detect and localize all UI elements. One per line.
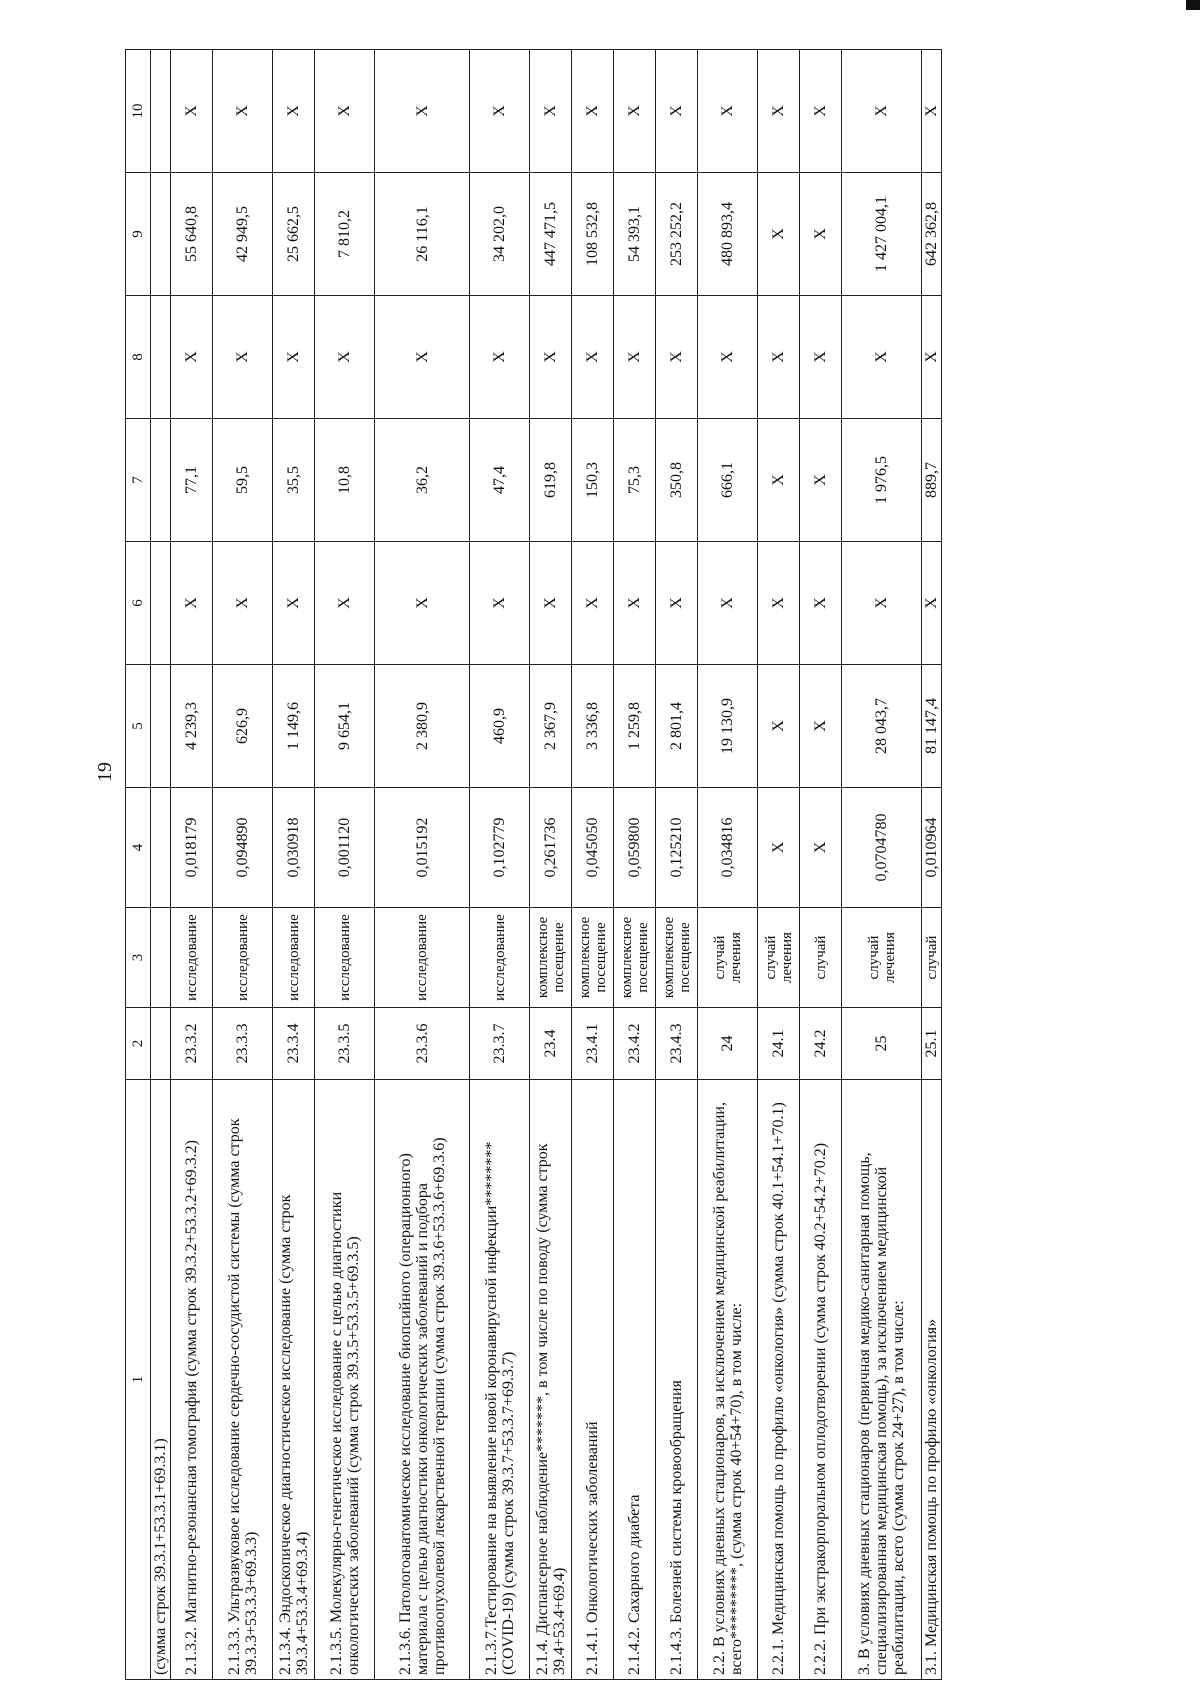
per-capita-budget-cell: Х xyxy=(922,296,942,419)
table-row xyxy=(614,50,656,1680)
indicator-name-cell: 2.1.3.4. Эндоскопическое диагностическое исследование (сумма строк 39.3.4+53.3.4+69.3.4) xyxy=(273,1080,315,1680)
indicator-name-cell: (сумма строк 39.3.1+53.3.1+69.3.1) xyxy=(151,1080,171,1680)
indicator-name-cell: 3.1. Медицинская помощь по профилю «онкология» xyxy=(922,1080,942,1680)
cost-norm-cell: 1 149,6 xyxy=(273,665,315,788)
indicator-name-cell: 2.1.3.3. Ультразвуковое исследование сердечно-сосудистой системы (сумма строк 39.3.3+53.3.3+69.3.3) xyxy=(213,1080,273,1680)
line-code-cell: 23.3.2 xyxy=(171,1008,213,1080)
table-row xyxy=(656,50,698,1680)
cost-norm-budget-cell: Х xyxy=(758,542,800,665)
cost-norm-cell: 81 147,4 xyxy=(922,665,942,788)
table-row xyxy=(151,50,171,1680)
per-capita-budget-cell: Х xyxy=(470,296,530,419)
per-capita-cell: 77,1 xyxy=(171,419,213,542)
cost-total-cell: 480 893,4 xyxy=(698,173,758,296)
indicator-name-cell: 2.1.3.5. Молекулярно-генетическое исследование с целью диагностики онкологических заболеваний (сумма строк 39.3.5+53.3.5+69.3.5) xyxy=(315,1080,375,1680)
per-capita-budget-cell: Х xyxy=(213,296,273,419)
cost-total-cell: 55 640,8 xyxy=(171,173,213,296)
per-capita-budget-cell: Х xyxy=(656,296,698,419)
unit-cell: случай xyxy=(800,908,842,1008)
cost-norm-cell: 2 367,9 xyxy=(530,665,572,788)
unit-cell: исследование xyxy=(315,908,375,1008)
per-capita-cell: 666,1 xyxy=(698,419,758,542)
indicator-name-cell: 2.1.4.1. Онкологических заболеваний xyxy=(572,1080,614,1680)
line-code-cell: 25 xyxy=(842,1008,922,1080)
unit-cell: исследование xyxy=(375,908,470,1008)
rotated-table-container xyxy=(125,50,1060,1680)
volume-norm-cell: 0,0704780 xyxy=(842,788,922,908)
cost-norm-budget-cell: Х xyxy=(842,542,922,665)
line-code-cell: 23.3.3 xyxy=(213,1008,273,1080)
column-number: 7 xyxy=(126,419,151,542)
unit-cell: исследование xyxy=(213,908,273,1008)
cost-norm-cell: 3 336,8 xyxy=(572,665,614,788)
cost-total-budget-cell: Х xyxy=(375,50,470,173)
per-capita-cell: 59,5 xyxy=(213,419,273,542)
table-row xyxy=(213,50,273,1680)
per-capita-cell: 619,8 xyxy=(530,419,572,542)
column-number: 2 xyxy=(126,1008,151,1080)
unit-cell: комплексное посещение xyxy=(614,908,656,1008)
cost-total-cell: Х xyxy=(758,173,800,296)
cost-total-cell: 25 662,5 xyxy=(273,173,315,296)
unit-cell: исследование xyxy=(171,908,213,1008)
cost-total-budget-cell: Х xyxy=(758,50,800,173)
cost-norm-cell xyxy=(151,665,171,788)
cost-norm-cell: 460,9 xyxy=(470,665,530,788)
cost-norm-cell: 19 130,9 xyxy=(698,665,758,788)
indicator-name-cell: 2.2.1. Медицинская помощь по профилю «онкология» (сумма строк 40.1+54.1+70.1) xyxy=(758,1080,800,1680)
column-number: 4 xyxy=(126,788,151,908)
unit-cell: случай лечения xyxy=(842,908,922,1008)
cost-total-budget-cell: Х xyxy=(273,50,315,173)
cost-norm-budget-cell: Х xyxy=(470,542,530,665)
cost-norm-cell: 2 380,9 xyxy=(375,665,470,788)
cost-total-budget-cell: Х xyxy=(572,50,614,173)
per-capita-cell: 889,7 xyxy=(922,419,942,542)
cost-norm-budget-cell: Х xyxy=(213,542,273,665)
unit-cell: комплексное посещение xyxy=(656,908,698,1008)
cost-norm-cell: 28 043,7 xyxy=(842,665,922,788)
column-number-row xyxy=(126,50,151,1680)
per-capita-budget-cell: Х xyxy=(375,296,470,419)
line-code-cell: 23.4.2 xyxy=(614,1008,656,1080)
table-row xyxy=(273,50,315,1680)
cost-total-cell: 1 427 004,1 xyxy=(842,173,922,296)
volume-norm-cell: 0,018179 xyxy=(171,788,213,908)
indicator-name-cell: 2.1.3.2. Магнитно-резонансная томография (сумма строк 39.3.2+53.3.2+69.3.2) xyxy=(171,1080,213,1680)
per-capita-budget-cell: Х xyxy=(572,296,614,419)
cost-norm-budget-cell: Х xyxy=(315,542,375,665)
cost-total-cell: 253 252,2 xyxy=(656,173,698,296)
cost-norm-cell: Х xyxy=(800,665,842,788)
table-row xyxy=(922,50,942,1680)
line-code-cell: 23.4.3 xyxy=(656,1008,698,1080)
cost-total-cell: 108 532,8 xyxy=(572,173,614,296)
indicator-name-cell: 2.2. В условиях дневных стационаров, за исключением медицинской реабилитации, всего*********, (сумма строк 40+54+70), в том числе: xyxy=(698,1080,758,1680)
per-capita-budget-cell: Х xyxy=(842,296,922,419)
column-number: 8 xyxy=(126,296,151,419)
cost-norm-budget-cell: Х xyxy=(171,542,213,665)
table-row xyxy=(572,50,614,1680)
cost-norm-cell: 1 259,8 xyxy=(614,665,656,788)
volume-norm-cell: Х xyxy=(800,788,842,908)
cost-total-cell: 34 202,0 xyxy=(470,173,530,296)
table-row xyxy=(470,50,530,1680)
per-capita-cell: 47,4 xyxy=(470,419,530,542)
cost-total-cell xyxy=(151,173,171,296)
cost-norm-cell: 4 239,3 xyxy=(171,665,213,788)
per-capita-cell: 36,2 xyxy=(375,419,470,542)
column-number: 1 xyxy=(126,1080,151,1680)
per-capita-cell: 10,8 xyxy=(315,419,375,542)
scan-corner-mark xyxy=(1186,0,1200,10)
volume-norm-cell: 0,045050 xyxy=(572,788,614,908)
indicator-name-cell: 2.2.2. При экстракорпоральном оплодотворении (сумма строк 40.2+54.2+70.2) xyxy=(800,1080,842,1680)
cost-norm-budget-cell xyxy=(151,542,171,665)
volume-norm-cell: 0,094890 xyxy=(213,788,273,908)
cost-total-budget-cell: Х xyxy=(922,50,942,173)
table-row xyxy=(375,50,470,1680)
page-number: 19 xyxy=(94,762,116,782)
table-row xyxy=(171,50,213,1680)
line-code-cell: 23.3.4 xyxy=(273,1008,315,1080)
unit-cell xyxy=(151,908,171,1008)
cost-total-budget-cell: Х xyxy=(698,50,758,173)
column-number: 6 xyxy=(126,542,151,665)
volume-norm-cell: 0,059800 xyxy=(614,788,656,908)
volume-norm-cell: Х xyxy=(758,788,800,908)
volume-norm-cell: 0,125210 xyxy=(656,788,698,908)
per-capita-cell: 150,3 xyxy=(572,419,614,542)
per-capita-budget-cell: Х xyxy=(273,296,315,419)
volume-norm-cell: 0,102779 xyxy=(470,788,530,908)
cost-total-budget-cell xyxy=(151,50,171,173)
volume-norm-cell: 0,010964 xyxy=(922,788,942,908)
cost-total-cell: 54 393,1 xyxy=(614,173,656,296)
column-number: 3 xyxy=(126,908,151,1008)
cost-total-cell: 642 362,8 xyxy=(922,173,942,296)
table-row xyxy=(315,50,375,1680)
per-capita-cell: 75,3 xyxy=(614,419,656,542)
table-row xyxy=(800,50,842,1680)
per-capita-cell: Х xyxy=(758,419,800,542)
table-row xyxy=(530,50,572,1680)
indicator-name-cell: 2.1.3.7.Тестирование на выявление новой коронавирусной инфекции******** (COVID-19) (сумма строк 39.3.7+53.3.7+69.3.7) xyxy=(470,1080,530,1680)
per-capita-budget-cell: Х xyxy=(758,296,800,419)
cost-norm-budget-cell: Х xyxy=(530,542,572,665)
line-code-cell: 23.4.1 xyxy=(572,1008,614,1080)
line-code-cell: 24.2 xyxy=(800,1008,842,1080)
per-capita-budget-cell: Х xyxy=(698,296,758,419)
per-capita-cell: 350,8 xyxy=(656,419,698,542)
cost-norm-budget-cell: Х xyxy=(572,542,614,665)
unit-cell: случай xyxy=(922,908,942,1008)
cost-norm-budget-cell: Х xyxy=(800,542,842,665)
per-capita-cell: 35,5 xyxy=(273,419,315,542)
column-number: 9 xyxy=(126,173,151,296)
unit-cell: комплексное посещение xyxy=(572,908,614,1008)
indicator-name-cell: 2.1.4. Диспансерное наблюдение*******, в том числе по поводу (сумма строк 39.4+53.4+69.4) xyxy=(530,1080,572,1680)
line-code-cell: 23.4 xyxy=(530,1008,572,1080)
line-code-cell: 23.3.5 xyxy=(315,1008,375,1080)
cost-total-budget-cell: Х xyxy=(530,50,572,173)
cost-norm-budget-cell: Х xyxy=(375,542,470,665)
per-capita-budget-cell: Х xyxy=(530,296,572,419)
indicator-name-cell: 2.1.4.3. Болезней системы кровообращения xyxy=(656,1080,698,1680)
per-capita-cell: 1 976,5 xyxy=(842,419,922,542)
volume-norm-cell: 0,001120 xyxy=(315,788,375,908)
cost-norm-budget-cell: Х xyxy=(273,542,315,665)
cost-norm-budget-cell: Х xyxy=(656,542,698,665)
cost-total-cell: Х xyxy=(800,173,842,296)
table-body xyxy=(151,50,942,1680)
cost-total-cell: 26 116,1 xyxy=(375,173,470,296)
per-capita-budget-cell: Х xyxy=(171,296,213,419)
volume-norm-cell: 0,261736 xyxy=(530,788,572,908)
cost-total-budget-cell: Х xyxy=(656,50,698,173)
cost-total-budget-cell: Х xyxy=(470,50,530,173)
cost-norm-budget-cell: Х xyxy=(614,542,656,665)
indicator-name-cell: 3. В условиях дневных стационаров (первичная медико-санитарная помощь, специализированная медицинская помощь), за исключением медицинской реабилитации, всего (сумма строк 24+27), в том числе: xyxy=(842,1080,922,1680)
indicator-name-cell: 2.1.3.6. Патологоанатомическое исследование биопсийного (операционного) материала с целью диагностики онкологических заболеваний и подбора противоопухолевой лекарственной терапии (сумма строк 39.3.6+53.3.6+69.3.6) xyxy=(375,1080,470,1680)
line-code-cell: 24.1 xyxy=(758,1008,800,1080)
cost-total-cell: 447 471,5 xyxy=(530,173,572,296)
cost-total-cell: 7 810,2 xyxy=(315,173,375,296)
unit-cell: случай лечения xyxy=(698,908,758,1008)
line-code-cell: 24 xyxy=(698,1008,758,1080)
per-capita-budget-cell xyxy=(151,296,171,419)
column-number: 10 xyxy=(126,50,151,173)
indicator-name-cell: 2.1.4.2. Сахарного диабета xyxy=(614,1080,656,1680)
table-row xyxy=(698,50,758,1680)
cost-norm-budget-cell: Х xyxy=(922,542,942,665)
per-capita-budget-cell: Х xyxy=(315,296,375,419)
per-capita-budget-cell: Х xyxy=(800,296,842,419)
cost-norm-cell: Х xyxy=(758,665,800,788)
cost-total-budget-cell: Х xyxy=(213,50,273,173)
cost-total-budget-cell: Х xyxy=(614,50,656,173)
unit-cell: исследование xyxy=(470,908,530,1008)
volume-norm-cell xyxy=(151,788,171,908)
cost-total-budget-cell: Х xyxy=(315,50,375,173)
per-capita-cell: Х xyxy=(800,419,842,542)
cost-norm-cell: 2 801,4 xyxy=(656,665,698,788)
volume-norm-cell: 0,030918 xyxy=(273,788,315,908)
unit-cell: комплексное посещение xyxy=(530,908,572,1008)
cost-norm-budget-cell: Х xyxy=(698,542,758,665)
line-code-cell: 23.3.6 xyxy=(375,1008,470,1080)
line-code-cell xyxy=(151,1008,171,1080)
per-capita-cell xyxy=(151,419,171,542)
table-row xyxy=(758,50,800,1680)
unit-cell: случай лечения xyxy=(758,908,800,1008)
column-number: 5 xyxy=(126,665,151,788)
volume-norm-cell: 0,034816 xyxy=(698,788,758,908)
line-code-cell: 25.1 xyxy=(922,1008,942,1080)
cost-total-budget-cell: Х xyxy=(800,50,842,173)
cost-total-budget-cell: Х xyxy=(171,50,213,173)
line-code-cell: 23.3.7 xyxy=(470,1008,530,1080)
cost-norm-cell: 9 654,1 xyxy=(315,665,375,788)
cost-norm-cell: 626,9 xyxy=(213,665,273,788)
volume-norm-cell: 0,015192 xyxy=(375,788,470,908)
cost-total-budget-cell: Х xyxy=(842,50,922,173)
per-capita-budget-cell: Х xyxy=(614,296,656,419)
volume-cost-table xyxy=(125,49,942,1680)
cost-total-cell: 42 949,5 xyxy=(213,173,273,296)
table-row xyxy=(842,50,922,1680)
unit-cell: исследование xyxy=(273,908,315,1008)
